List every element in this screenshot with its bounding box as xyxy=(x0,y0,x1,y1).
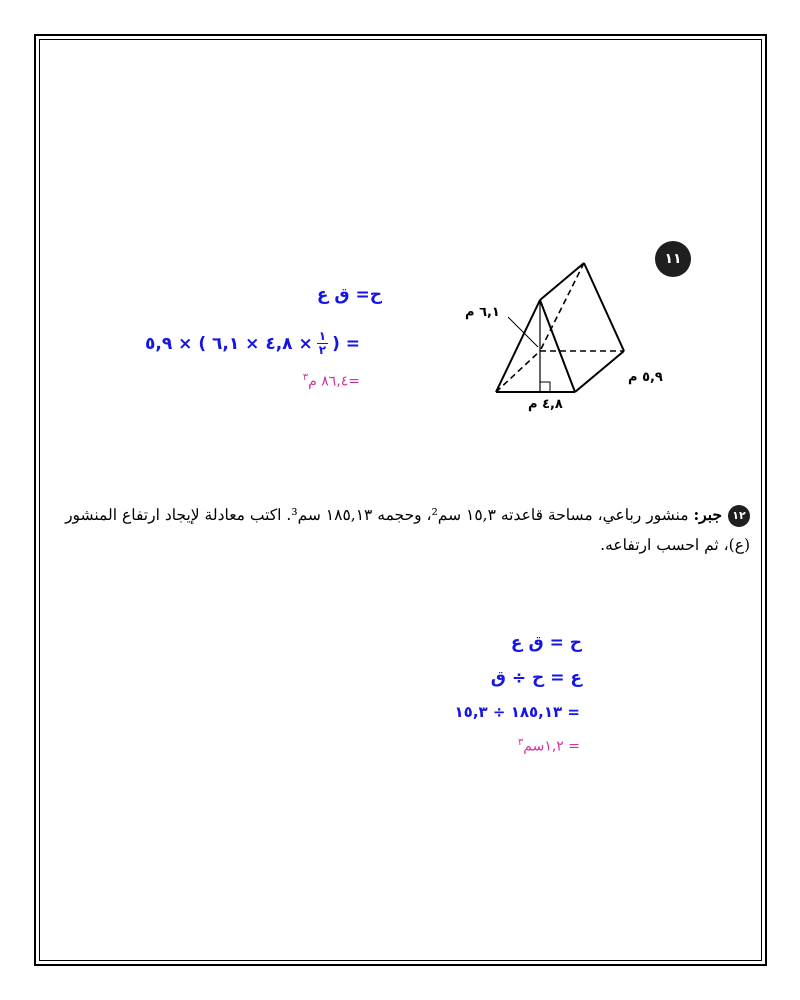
p11-result xyxy=(303,372,360,390)
fraction-denominator: ٢ xyxy=(318,343,327,357)
problem-12-statement xyxy=(60,500,750,560)
cubic-superscript: ٣ xyxy=(517,737,524,748)
p11-substitution-rest: × ٤,٨ × ٦,١ ) × ٥,٩ xyxy=(145,333,313,354)
p11-volume-formula: ح= ق ع xyxy=(316,285,382,305)
problem-11-number-badge: ١١ xyxy=(655,241,691,277)
p12-result xyxy=(518,737,580,755)
p12-formula: ح = ق ع xyxy=(510,633,582,653)
label-base: ٤,٨ م xyxy=(528,397,563,412)
problem-12-number-badge: ١٢ xyxy=(728,505,750,527)
problem-12-label: جبر: xyxy=(693,505,722,524)
fraction-numerator: ١ xyxy=(318,329,327,343)
p12-substitution: = ١٨٥,١٣ ÷ ١٥,٣ xyxy=(454,703,580,721)
p12-result-value: = ١,٢سم xyxy=(523,738,580,755)
cubic-superscript: ٣ xyxy=(302,372,309,383)
p11-result-value: =٨٦,٤ م xyxy=(308,373,360,390)
one-half-fraction xyxy=(317,330,328,357)
p12-solve-height: ع = ح ÷ ق xyxy=(490,668,582,688)
label-depth: ٥,٩ م xyxy=(628,370,663,385)
problem-12-text: منشور رباعي، مساحة قاعدته ١٥,٣ سم²، وحجمه ١٨٥,١٣ سم³. اكتب معادلة لإيجاد ارتفاع المنشور (ع)، ثم احسب ارتفاعه. xyxy=(65,506,750,554)
label-height: ٦,١ م xyxy=(465,305,500,320)
p11-substitution xyxy=(145,330,360,357)
p11-substitution-open: = ( xyxy=(332,333,360,354)
